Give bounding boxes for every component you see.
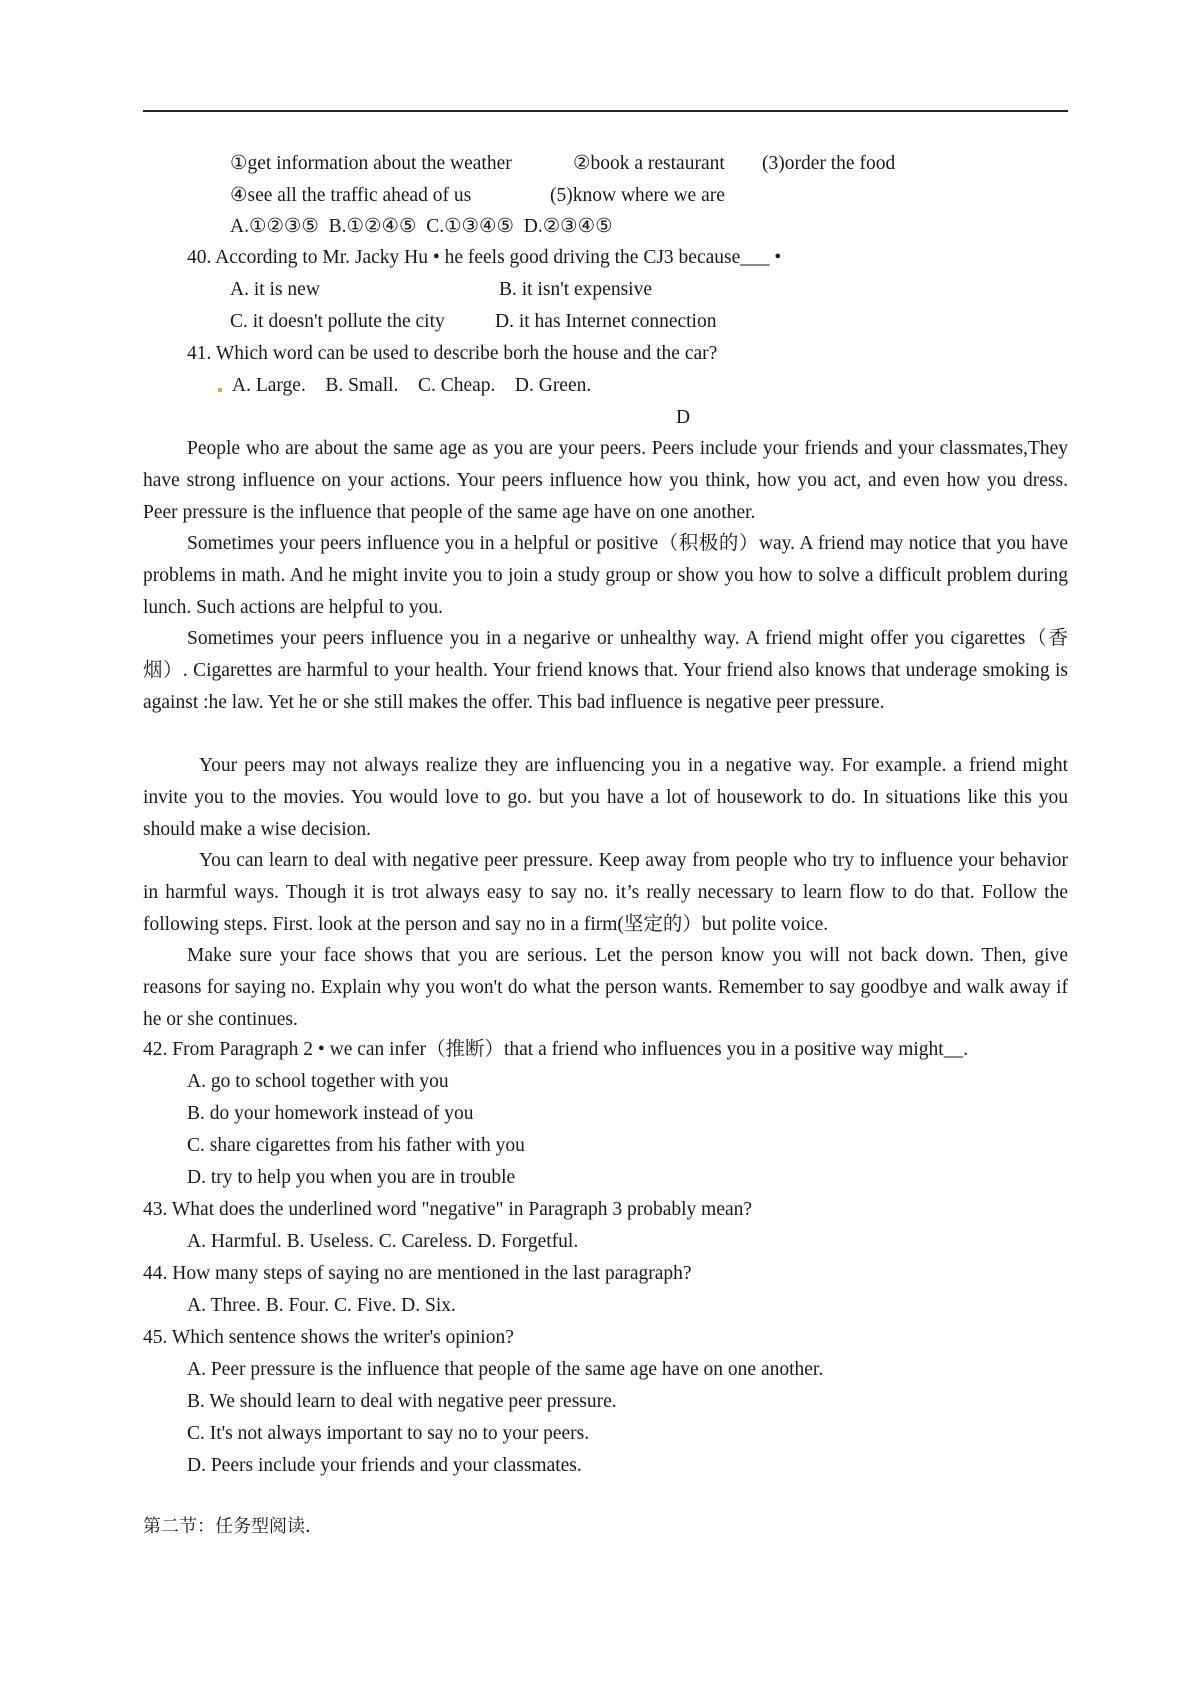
- q45-stem: 45. Which sentence shows the writer's opinion?: [143, 1327, 514, 1348]
- passage-paragraph-5: You can learn to deal with negative peer pressure. Keep away from people who try to influence your behavior in harmful ways. Though it is trot always easy to say no. it’s really necessary to learn flow to do that. Follow the following steps. First. look at the person and say no in a firm(坚定的）but polite voice.: [143, 850, 1068, 935]
- q42-option-b: B. do your homework instead of you: [187, 1103, 474, 1124]
- q39-option-2: ②book a restaurant: [573, 153, 725, 174]
- q41-stem: 41. Which word can be used to describe borh the house and the car?: [187, 343, 718, 364]
- q39-option-4: ④see all the traffic ahead of us: [230, 185, 472, 206]
- orange-mark: [218, 388, 222, 392]
- q40-option-c: C. it doesn't pollute the city: [230, 311, 445, 332]
- q39-option-5: (5)know where we are: [550, 185, 725, 206]
- passage-paragraph-1: People who are about the same age as you are your peers. Peers include your friends and your classmates,They have strong influence on your actions. Your peers influence how you think, how you act, and even how you dress. Peer pressure is the influence that people of the same age have on one another.: [143, 438, 1068, 523]
- q40-option-b: B. it isn't expensive: [499, 279, 653, 300]
- q40-stem: 40. According to Mr. Jacky Hu • he feels good driving the CJ3 because___ •: [187, 247, 782, 268]
- q45-option-c: C. It's not always important to say no to your peers.: [187, 1423, 590, 1444]
- q39-option-3: (3)order the food: [762, 153, 896, 174]
- section-label-d: D: [676, 407, 691, 428]
- q39-choices: A.①②③⑤ B.①②④⑤ C.①③④⑤ D.②③④⑤: [230, 216, 613, 237]
- passage-paragraph-6: Make sure your face shows that you are serious. Let the person know you will not back down. Then, give reasons for saying no. Explain why you won't do what the person wants. Remember to say goodbye and walk away if he or she continues.: [143, 945, 1068, 1030]
- q45-option-b: B. We should learn to deal with negative peer pressure.: [187, 1391, 617, 1412]
- q43-choices: A. Harmful. B. Useless. C. Careless. D. Forgetful.: [187, 1231, 579, 1252]
- passage-paragraph-2: Sometimes your peers influence you in a helpful or positive（积极的）way. A friend may notice that you have problems in math. And he might invite you to join a study group or show you how to solve a difficult problem during lunch. Such actions are helpful to you.: [143, 533, 1068, 618]
- q43-stem: 43. What does the underlined word "negative" in Paragraph 3 probably mean?: [143, 1199, 753, 1220]
- passage-paragraph-4: Your peers may not always realize they are influencing you in a negative way. For example. a friend might invite you to the movies. You would love to go. but you have a lot of housework to do. In situations like this you should make a wise decision.: [143, 755, 1068, 840]
- q44-stem: 44. How many steps of saying no are mentioned in the last paragraph?: [143, 1263, 692, 1284]
- q45-option-a: A. Peer pressure is the influence that people of the same age have on one another.: [187, 1359, 824, 1380]
- q40-option-a: A. it is new: [230, 279, 320, 300]
- header-rule: [143, 110, 1068, 112]
- passage-paragraph-3: Sometimes your peers influence you in a negarive or unhealthy way. A friend might offer you cigarettes（香烟）. Cigarettes are harmful to your health. Your friend knows that. Your friend also knows that underage smoking is against :he law. Yet he or she still makes the offer. This bad influence is negative peer pressure.: [143, 628, 1068, 713]
- q42-stem: 42. From Paragraph 2 • we can infer（推断）that a friend who influences you in a positive way might__.: [143, 1039, 969, 1060]
- q44-choices: A. Three. B. Four. C. Five. D. Six.: [187, 1295, 456, 1316]
- section-heading-task-reading: 第二节：任务型阅读．: [143, 1516, 323, 1537]
- q39-option-1: ①get information about the weather: [230, 153, 512, 174]
- q42-option-c: C. share cigarettes from his father with you: [187, 1135, 525, 1156]
- q45-option-d: D. Peers include your friends and your classmates.: [187, 1455, 582, 1476]
- q42-option-a: A. go to school together with you: [187, 1071, 449, 1092]
- q40-option-d: D. it has Internet connection: [495, 311, 717, 332]
- q42-option-d: D. try to help you when you are in trouble: [187, 1167, 516, 1188]
- q41-choices: A. Large. B. Small. C. Cheap. D. Green.: [232, 375, 592, 396]
